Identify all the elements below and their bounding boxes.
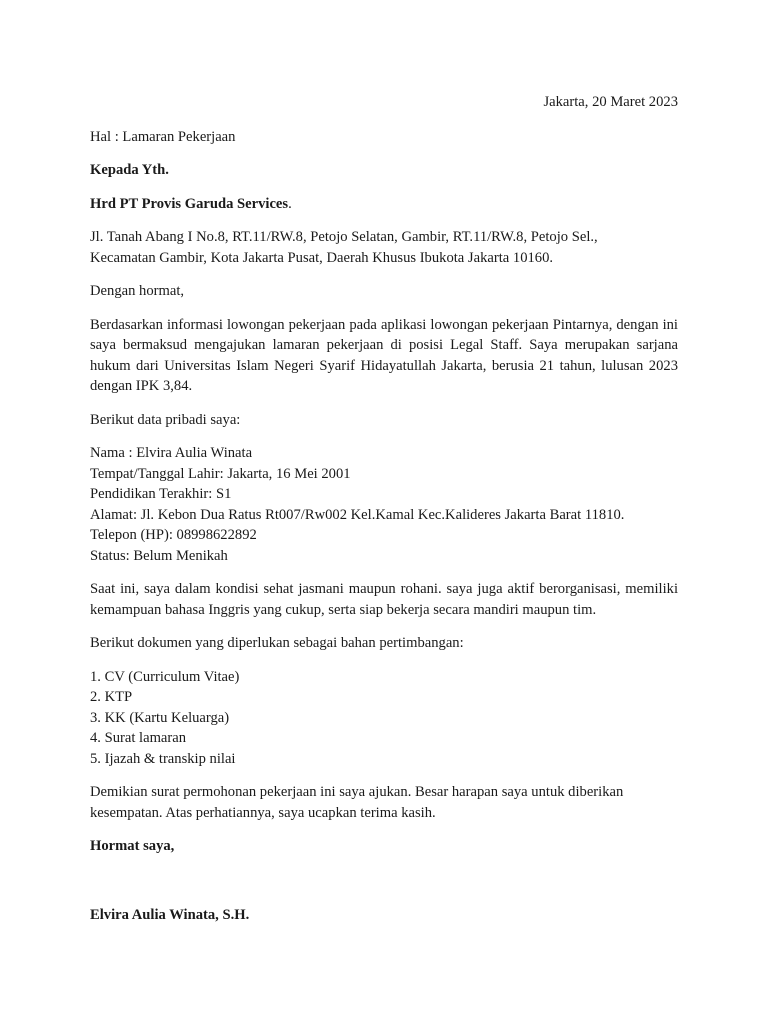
- personal-data-line: Alamat: Jl. Kebon Dua Ratus Rt007/Rw002 Kel.Kamal Kec.Kalideres Jakarta Barat 11810.: [90, 506, 625, 523]
- recipient-line: [90, 194, 678, 215]
- documents-list: [90, 667, 678, 770]
- address-line: Kecamatan Gambir, Kota Jakarta Pusat, Daerah Khusus Ibukota Jakarta 10160.: [90, 249, 554, 266]
- recipient-punct: .: [288, 195, 292, 212]
- document-item: 1. CV (Curriculum Vitae): [90, 668, 240, 685]
- condition-paragraph: Saat ini, saya dalam kondisi sehat jasmani maupun rohani. saya juga aktif berorganisasi, memiliki kemampuan bahasa Inggris yang cukup, serta siap bekerja secara mandiri maupun tim.: [90, 581, 678, 618]
- closing-salutation: Hormat saya,: [90, 838, 175, 854]
- personal-data-line: Nama : Elvira Aulia Winata: [90, 445, 253, 461]
- signature-name: Elvira Aulia Winata, S.H.: [90, 906, 250, 923]
- letter-subject: Hal : Lamaran Pekerjaan: [90, 128, 236, 145]
- personal-data-line: Tempat/Tanggal Lahir: Jakarta, 16 Mei 2001: [90, 465, 351, 482]
- document-item: 5. Ijazah & transkip nilai: [90, 750, 236, 767]
- intro-paragraph: Berdasarkan informasi lowongan pekerjaan pada aplikasi lowongan pekerjaan Pintarnya, dengan ini saya bermaksud mengajukan lamaran pekerjaan di posisi Legal Staff. Saya merupakan sarjana hukum dari Universitas Islam Negeri Syarif Hidayatullah Jakarta, berusia 21 tahun, lulusan 2023 dengan IPK 3,84.: [90, 316, 678, 394]
- letter-date: Jakarta, 20 Maret 2023: [543, 94, 678, 110]
- recipient-name: Hrd PT Provis Garuda Services: [90, 195, 289, 212]
- document-item: 3. KK (Kartu Keluarga): [90, 709, 230, 726]
- personal-data-line: Pendidikan Terakhir: S1: [90, 486, 232, 502]
- documents-heading: Berikut dokumen yang diperlukan sebagai bahan pertimbangan:: [90, 635, 464, 651]
- closing-paragraph: Demikian surat permohonan pekerjaan ini saya ajukan. Besar harapan saya untuk diberikan kesempatan. Atas perhatiannya, saya ucapkan terima kasih.: [90, 784, 624, 821]
- recipient-salutation: Kepada Yth.: [90, 162, 169, 178]
- personal-data: [90, 443, 678, 566]
- address-line: Jl. Tanah Abang I No.8, RT.11/RW.8, Petojo Selatan, Gambir, RT.11/RW.8, Petojo Sel.,: [90, 229, 598, 245]
- recipient-address: [90, 227, 678, 268]
- document-item: 2. KTP: [90, 689, 133, 705]
- greeting: Dengan hormat,: [90, 283, 185, 299]
- personal-data-line: Status: Belum Menikah: [90, 547, 228, 564]
- document-item: 4. Surat lamaran: [90, 730, 187, 746]
- personal-heading: Berikut data pribadi saya:: [90, 411, 241, 428]
- personal-data-line: Telepon (HP): 08998622892: [90, 527, 257, 543]
- letter-page: [90, 92, 678, 938]
